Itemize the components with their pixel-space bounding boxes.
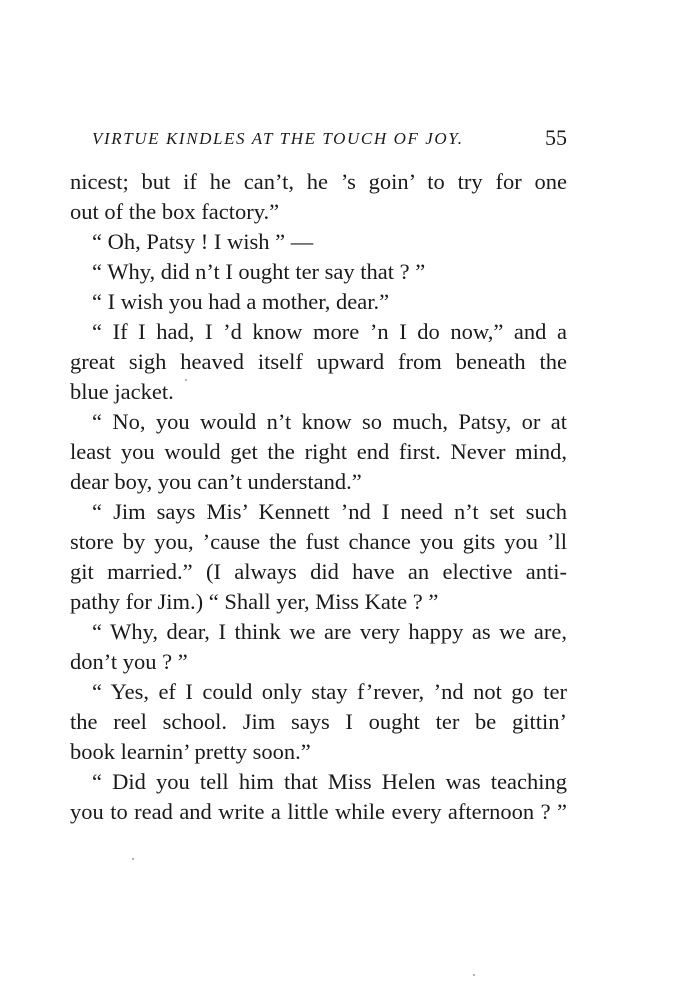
paper-speck [473, 974, 475, 976]
text-line: nicest; but if he can’t, he ’s goin’ to try for one [70, 169, 567, 194]
text-line: “ I wish you had a mother, dear.” [92, 289, 390, 314]
text-line: “ No, you would n’t know so much, Patsy, or at [92, 409, 567, 434]
running-head [70, 126, 567, 152]
text-line: book learnin’ pretty soon.” [70, 739, 311, 764]
body-text [70, 167, 567, 827]
page-number: 55 [545, 125, 567, 150]
text-line: pathy for Jim.) “ Shall yer, Miss Kate ? ” [70, 589, 439, 614]
text-line: “ If I had, I ’d know more ’n I do now,” and a [92, 319, 567, 344]
paper-speck [132, 858, 134, 860]
text-line: least you would get the right end first. Never mind, [70, 439, 567, 464]
text-line: git married.” (I always did have an elective anti- [70, 559, 567, 584]
paper-speck [185, 379, 187, 381]
text-line: out of the box factory.” [70, 199, 280, 224]
text-line: store by you, ’cause the fust chance you gits you ’ll [70, 529, 567, 554]
text-line: great sigh heaved itself upward from beneath the [70, 349, 567, 374]
text-line: “ Yes, ef I could only stay f’rever, ’nd not go ter [92, 679, 567, 704]
text-line: “ Did you tell him that Miss Helen was teaching [92, 769, 567, 794]
text-line: “ Jim says Mis’ Kennett ’nd I need n’t set such [92, 499, 567, 524]
text-line: you to read and write a little while every afternoon ? ” [70, 799, 567, 824]
running-head-title: VIRTUE KINDLES AT THE TOUCH OF JOY. [92, 129, 464, 148]
text-line: blue jacket. [70, 379, 174, 404]
text-line: “ Why, dear, I think we are very happy as we are, [92, 619, 567, 644]
text-line: “ Oh, Patsy ! I wish ” — [92, 229, 314, 254]
text-line: “ Why, did n’t I ought ter say that ? ” [92, 259, 426, 284]
text-line: the reel school. Jim says I ought ter be gittin’ [70, 709, 567, 734]
text-line: dear boy, you can’t understand.” [70, 469, 362, 494]
text-line: don’t you ? ” [70, 649, 188, 674]
